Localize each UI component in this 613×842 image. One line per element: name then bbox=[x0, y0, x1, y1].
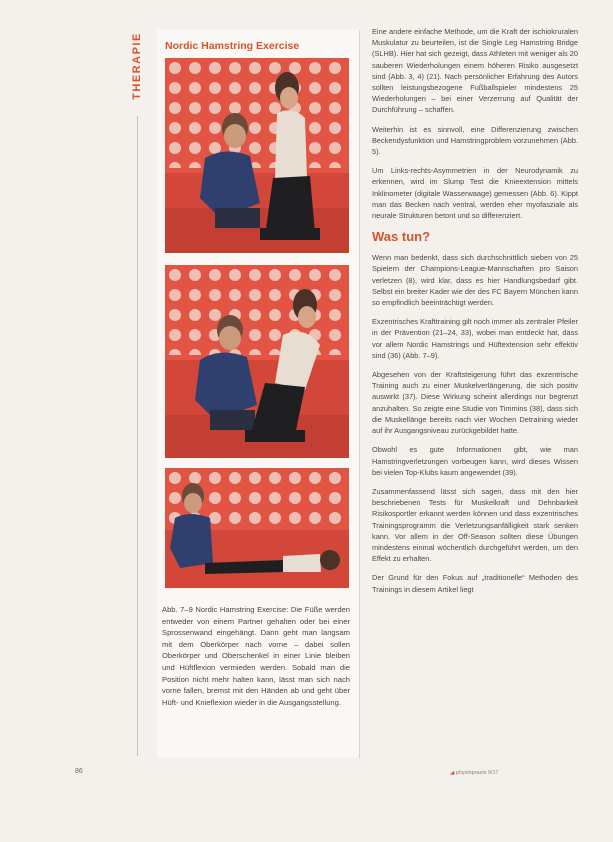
section-label-text: THERAPIE bbox=[131, 32, 143, 100]
paragraph: Weiterhin ist es sinnvoll, eine Differenzierung zwischen Beckendysfunktion und Hamstringproblem vorzunehmen (Abb. 5). bbox=[372, 124, 578, 157]
paragraph: Wenn man bedenkt, dass sich durchschnittlich sieben von 25 Spielern der Champions-League-Mannschaften pro Saison verletzen (8), wird klar, dass es hier Handlungsbedarf gibt. Selbst ein breiter Kader wie der des FC Bayern München kann so empfindlich beeinträchtigt werden. bbox=[372, 253, 578, 308]
page-number: 86 bbox=[75, 768, 83, 775]
paragraph: Abgesehen von der Kraftsteigerung führt das exzentrische Training auch zu einer Muskelverlängerung, die sich positiv auswirkt (37). Diese Wirkung scheint allerdings nur begrenzt anzuhalten. So zeigte eine Studie von Timmins (38), dass sich die Muskellänge bereits nach vier Wochen Detraining wieder auf ihr Ausgangsniveau zurückgebildet hatte. bbox=[372, 370, 578, 436]
footer-issue-text: physiopraxis 9/17 bbox=[455, 770, 499, 776]
paragraph: Zusammenfassend lässt sich sagen, dass mit den hier beschriebenen Tests für Muskelkraft und Dehnbarkeit Risikosportler erkannt werden können und dass exzentrisches Trainingsprogramm die Verletzungsanfälligkeit stark senken kann. Vor allem in der Off-Season sollten diese Übungen mindestens einmal wöchentlich durchgeführt werden, um den Effekt zu erhalten. bbox=[372, 486, 578, 564]
paragraph: Obwohl es gute Informationen gibt, wie man Hamstringverletzungen vorbeugen kann, wird dieses Wissen bei vielen Top-Klubs kaum angewendet (39). bbox=[372, 445, 578, 477]
figure-title: Nordic Hamstring Exercise bbox=[165, 40, 300, 52]
section-heading: Was tun? bbox=[372, 229, 431, 245]
paragraph: Exzentrisches Krafttraining gilt noch immer als zentraler Pfeiler in der Prävention (21–24, 33), wobei man entdeckt hat, dass vor allem Nordic Hamstrings und Hüftextension sehr effektiv sind (36) (Abb. 7–9). bbox=[372, 317, 578, 360]
exercise-photo-leaning bbox=[165, 265, 349, 458]
section-label bbox=[126, 24, 148, 114]
paragraph: Der Grund für den Fokus auf „traditionelle“ Methoden des Trainings in diesem Artikel liegt bbox=[372, 573, 578, 594]
article-column bbox=[372, 26, 578, 603]
vertical-rule bbox=[137, 116, 138, 756]
exercise-photo-prone bbox=[165, 468, 349, 588]
footer-issue bbox=[450, 770, 499, 776]
exercise-photo-start bbox=[165, 58, 349, 253]
figure-caption: Abb. 7–9 Nordic Hamstring Exercise: Die Füße werden entweder von einem Partner gehalten oder bei einer Sprossenwand eingehängt. Dann geht man langsam mit dem Oberkörper nach vorne – dabei sollen Oberkörper und Oberschenkel in einer Linie bleiben und Hüftflexion vermieden werden. Sobald man die Position nicht mehr halten kann, lässt man sich nach vorne fallen, bremst mit den Händen ab und geht über Hüft- und Knieflexion wieder in die Ausgangsstellung. bbox=[162, 605, 350, 707]
footer-marker-icon: ◢ bbox=[450, 770, 456, 776]
paragraph: Eine andere einfache Methode, um die Kraft der ischiokruralen Muskulatur zu beurteilen, ist die Single Leg Hamstring Bridge (SLHB). Hier hat sich gezeigt, dass Athleten mit weniger als 20 sauberen Wiederholungen einem höheren Risiko ausgesetzt sind (Abb. 3, 4) (21). Nach persönlicher Erfahrung des Autors sollten leistungsbezogene Fußballspieler mindestens 25 Wiederholungen – bei einer Verzerrung auf Qualität der Durchführung – schaffen. bbox=[372, 27, 578, 115]
paragraph: Um Links-rechts-Asymmetrien in der Neurodynamik zu erkennen, wird im Slump Test die Knieextension mittels Inklinometer (digitale Wasserwaage) gemessen (Abb. 6). Kippt man das Becken nach ventral, werden eher myofasziale als neurale Strukturen betont und so differenziert. bbox=[372, 166, 578, 221]
